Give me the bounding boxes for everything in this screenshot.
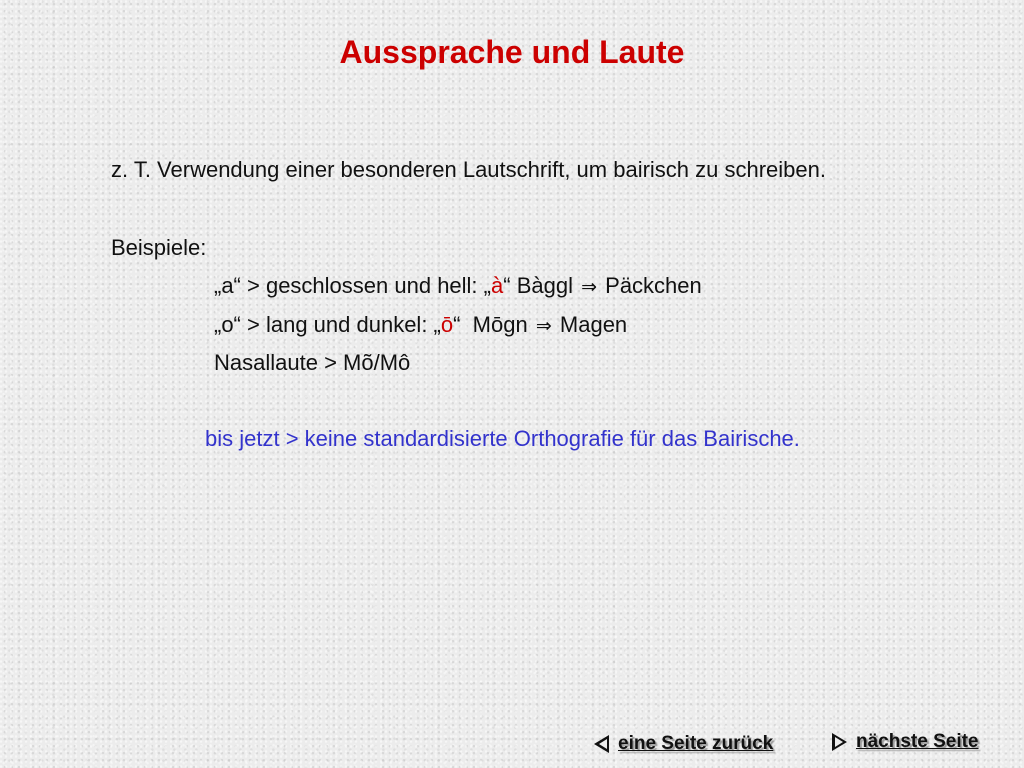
- next-page-label: nächste Seite: [856, 731, 979, 752]
- double-arrow-right-icon: ⇒: [581, 276, 598, 298]
- previous-page-button[interactable]: [594, 733, 773, 755]
- triangle-right-icon: [832, 733, 850, 751]
- slide-title: Aussprache und Laute: [339, 34, 685, 70]
- example-line-nasal: Nasallaute > Mõ/Mô: [214, 350, 411, 375]
- example-o-word: “ Mōgn: [453, 312, 528, 337]
- example-line-o: [214, 312, 627, 338]
- example-a-word: “ Bàggl: [503, 273, 573, 298]
- example-line-a: [214, 273, 702, 299]
- triangle-left-icon: [594, 735, 612, 753]
- previous-page-label: eine Seite zurück: [618, 733, 774, 754]
- example-a-highlight: à: [491, 273, 504, 298]
- example-o-highlight: ō: [440, 312, 454, 337]
- double-arrow-right-icon: ⇒: [535, 315, 552, 337]
- note-text: bis jetzt > keine standardisierte Orthografie für das Bairische.: [205, 426, 800, 451]
- example-o-prefix: „o“ > lang und dunkel: „: [214, 312, 441, 337]
- example-a-result: Päckchen: [605, 273, 702, 298]
- example-o-result: Magen: [559, 312, 628, 337]
- next-page-button[interactable]: [832, 731, 979, 753]
- intro-text: z. T. Verwendung einer besonderen Lautschrift, um bairisch zu schreiben.: [111, 157, 826, 182]
- examples-label: Beispiele:: [111, 235, 207, 260]
- example-a-prefix: „a“ > geschlossen und hell: „: [214, 273, 491, 298]
